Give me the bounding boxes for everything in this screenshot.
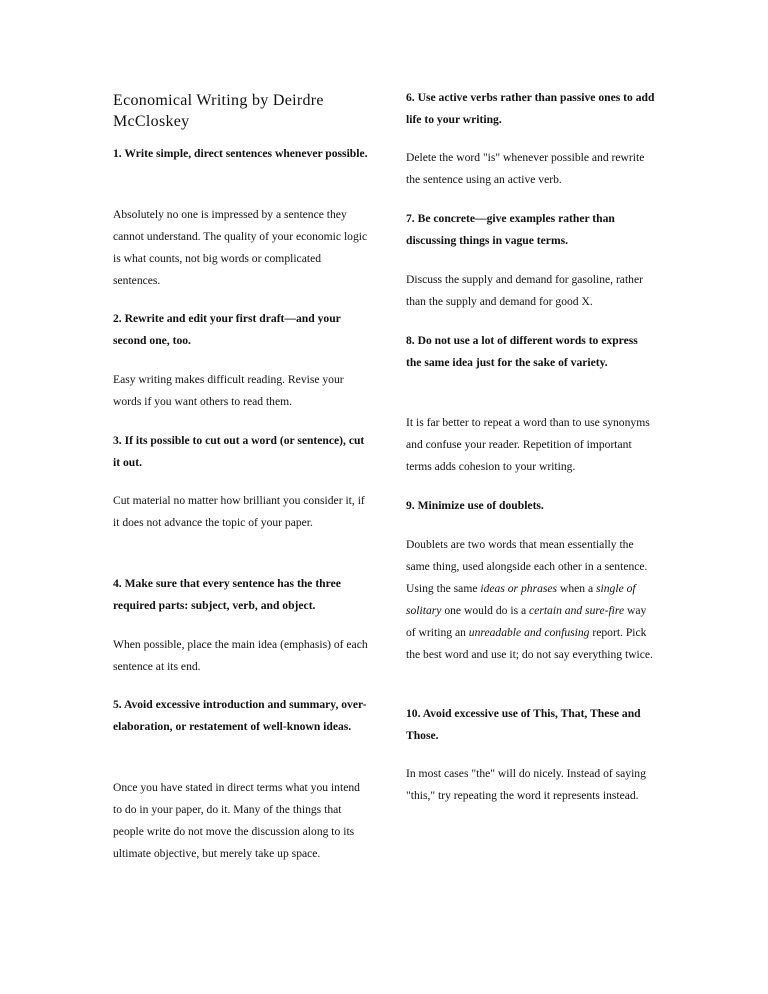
- section-9-body-emphasis-4: unreadable and confusing: [468, 626, 590, 639]
- document-title: Economical Writing by Deirdre McCloskey: [113, 92, 324, 130]
- section-4-heading: 4. Make sure that every sentence has the three required parts: subject, verb, and object.: [113, 577, 341, 612]
- section-8-heading: 8. Do not use a lot of different words to express the same idea just for the sake of variety.: [406, 334, 638, 369]
- section-9-body-emphasis-1: ideas or phrases: [480, 582, 558, 595]
- section-9-body-emphasis-3: certain and sure-fire: [529, 604, 625, 617]
- section-10-heading: 10. Avoid excessive use of This, That, These and Those.: [406, 707, 641, 742]
- section-6-heading: 6. Use active verbs rather than passive ones to add life to your writing.: [406, 91, 655, 126]
- section-9-body-text-2: when a: [557, 582, 597, 595]
- section-4-body: When possible, place the main idea (emphasis) of each sentence at its end.: [113, 638, 368, 673]
- section-9-body-text-5: report. Pick the best word and use it; do not say everything twice.: [406, 626, 653, 661]
- section-9-body-emphasis-2: single of solitary: [406, 582, 636, 617]
- section-2-body: Easy writing makes difficult reading. Revise your words if you want others to read them.: [113, 373, 344, 408]
- section-9-heading: 9. Minimize use of doublets.: [406, 499, 544, 512]
- section-5-body: Once you have stated in direct terms what you intend to do in your paper, do it. Many of the things that people write do not move the discussion along to its ultimate objective, but merely take up space.: [113, 781, 360, 860]
- section-8-body: It is far better to repeat a word than to use synonyms and confuse your reader. Repetition of important terms adds cohesion to your writing.: [406, 416, 650, 473]
- section-2-heading: 2. Rewrite and edit your first draft—and your second one, too.: [113, 312, 341, 347]
- section-1-body: Absolutely no one is impressed by a sentence they cannot understand. The quality of your economic logic is what counts, not big words or complicated sentences.: [113, 208, 368, 287]
- section-10-body: In most cases "the" will do nicely. Instead of saying "this," try repeating the word it represents instead.: [406, 767, 646, 802]
- section-7-body: Discuss the supply and demand for gasoline, rather than the supply and demand for good X.: [406, 273, 643, 308]
- section-3-heading: 3. If its possible to cut out a word (or sentence), cut it out.: [113, 434, 365, 469]
- section-1-heading: 1. Write simple, direct sentences whenever possible.: [113, 147, 368, 160]
- section-7-heading: 7. Be concrete—give examples rather than discussing things in vague terms.: [406, 212, 615, 247]
- section-6-body: Delete the word "is" whenever possible and rewrite the sentence using an active verb.: [406, 151, 645, 186]
- section-9-body: [406, 534, 656, 666]
- section-9-body-text-1: Doublets are two words that mean essentially the same thing, used alongside each other in a sentence. Using the same: [406, 538, 648, 595]
- section-9-body-text-4: way of writing an: [406, 604, 647, 639]
- section-9-body-text-3: one would do is a: [441, 604, 530, 617]
- section-5-heading: 5. Avoid excessive introduction and summary, over-elaboration, or restatement of well-known ideas.: [113, 698, 367, 733]
- section-3-body: Cut material no matter how brilliant you consider it, if it does not advance the topic of your paper.: [113, 494, 365, 529]
